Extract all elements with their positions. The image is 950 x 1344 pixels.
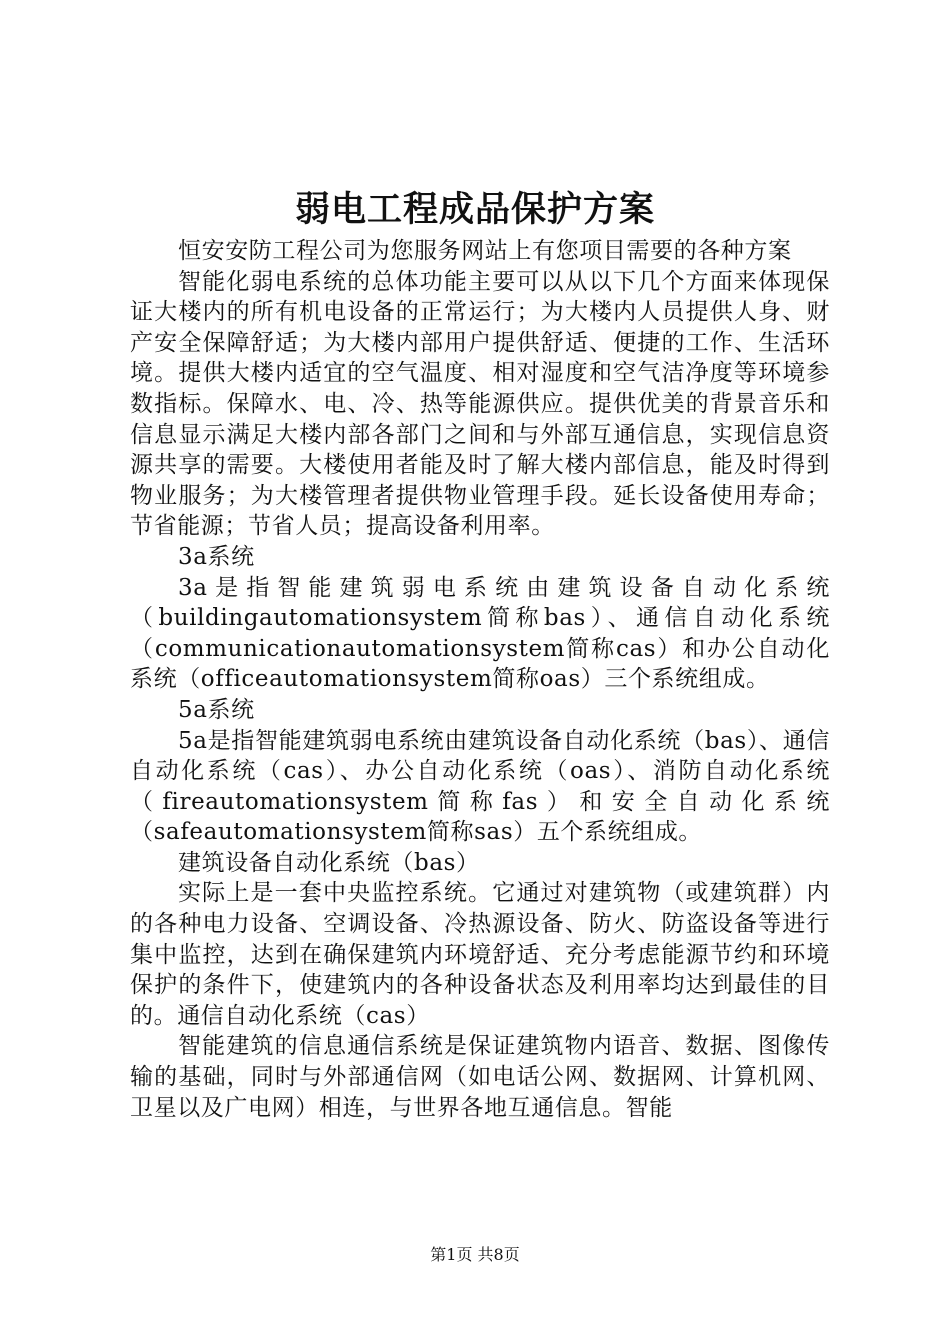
document-body — [130, 236, 830, 1123]
paragraph-3a: 3a是指智能建筑弱电系统由建筑设备自动化系统（buildingautomationsystem简称bas）、通信自动化系统（communicationautomationsystem简称cas）和办公自动化系统（officeautomationsystem简称oas）三个系统组成。 — [130, 574, 830, 693]
overview-paragraph: 智能化弱电系统的总体功能主要可以从以下几个方面来体现保证大楼内的所有机电设备的正常运行；为大楼内人员提供人身、财产安全保障舒适；为大楼内部用户提供舒适、便捷的工作、生活环境。提供大楼内适宜的空气温度、相对湿度和空气洁净度等环境参数指标。保障水、电、冷、热等能源供应。提供优美的背景音乐和信息显示满足大楼内部各部门之间和与外部互通信息，实现信息资源共享的需要。大楼使用者能及时了解大楼内部信息，能及时得到物业服务；为大楼管理者提供物业管理手段。延长设备使用寿命；节省能源；节省人员；提高设备利用率。 — [130, 268, 830, 540]
document-title: 弱电工程成品保护方案 — [294, 189, 655, 230]
intro-paragraph: 恒安安防工程公司为您服务网站上有您项目需要的各种方案 — [178, 238, 792, 264]
section-heading-5a: 5a系统 — [178, 696, 255, 723]
paragraph-cas: 智能建筑的信息通信系统是保证建筑物内语音、数据、图像传输的基础，同时与外部通信网（如电话公网、数据网、计算机网、卫星以及广电网）相连，与世界各地互通信息。智能 — [130, 1033, 830, 1121]
section-heading-3a: 3a系统 — [178, 543, 255, 570]
paragraph-bas: 实际上是一套中央监控系统。它通过对建筑物（或建筑群）内的各种电力设备、空调设备、冷热源设备、防火、防盗设备等进行集中监控，达到在确保建筑内环境舒适、充分考虑能源节约和环境保护的条件下，使建筑内的各种设备状态及利用率均达到最佳的目的。通信自动化系统（cas） — [130, 880, 830, 1029]
paragraph-5a: 5a是指智能建筑弱电系统由建筑设备自动化系统（bas）、通信自动化系统（cas）、办公自动化系统（oas）、消防自动化系统（fireautomationsystem简称fas）和安全自动化系统（safeautomationsystem简称sas）五个系统组成。 — [130, 727, 830, 846]
page-number-footer: 第1页 共8页 — [430, 1245, 520, 1264]
section-heading-bas: 建筑设备自动化系统（bas） — [178, 849, 480, 876]
